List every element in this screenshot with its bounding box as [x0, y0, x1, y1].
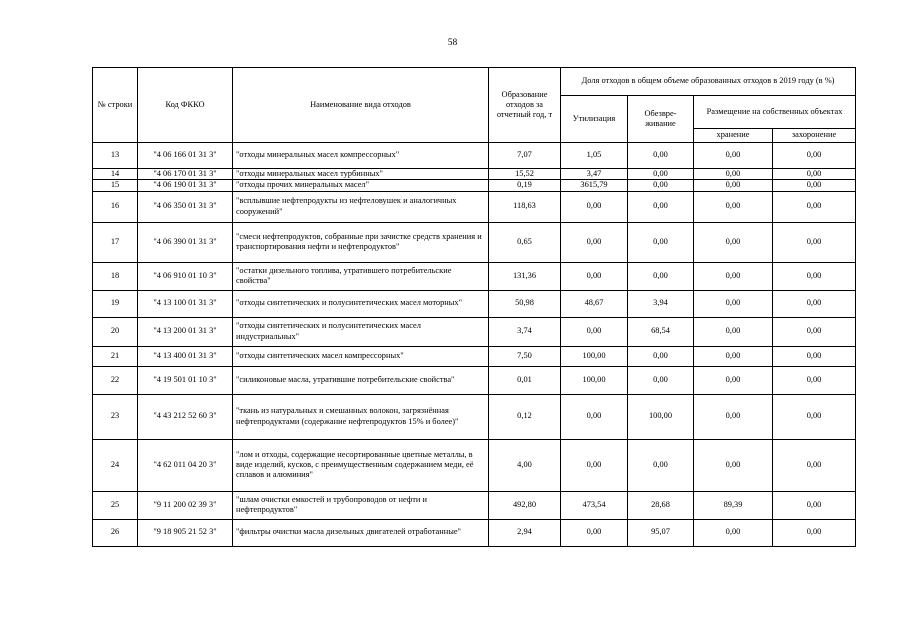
- fkko-code: "4 43 212 52 60 3": [138, 394, 233, 439]
- burial-value: 0,00: [773, 222, 856, 262]
- header-share-group: Доля отходов в общем объеме образованных отходов в 2019 году (в %): [561, 68, 856, 96]
- fkko-code: "4 06 190 01 31 3": [138, 180, 233, 191]
- utilization-value: 3,47: [561, 169, 628, 180]
- utilization-value: 100,00: [561, 346, 628, 366]
- storage-value: 0,00: [694, 366, 773, 394]
- table-row: [93, 143, 856, 169]
- row-number: 22: [93, 366, 138, 394]
- burial-value: 0,00: [773, 519, 856, 546]
- generation-value: 15,52: [489, 169, 561, 180]
- header-storage: хранение: [694, 129, 773, 143]
- generation-value: 0,12: [489, 394, 561, 439]
- utilization-value: 0,00: [561, 191, 628, 222]
- header-generation: Образование отходов за отчетный год, т: [489, 68, 561, 143]
- burial-value: 0,00: [773, 491, 856, 519]
- storage-value: 0,00: [694, 191, 773, 222]
- neutralization-value: 0,00: [628, 222, 694, 262]
- header-fkko-code: Код ФККО: [138, 68, 233, 143]
- utilization-value: 0,00: [561, 222, 628, 262]
- row-number: 15: [93, 180, 138, 191]
- waste-name: "отходы минеральных масел турбинных": [233, 169, 489, 180]
- fkko-code: "4 06 166 01 31 3": [138, 143, 233, 169]
- utilization-value: 0,00: [561, 394, 628, 439]
- utilization-value: 473,54: [561, 491, 628, 519]
- burial-value: 0,00: [773, 262, 856, 290]
- utilization-value: 0,00: [561, 439, 628, 491]
- row-number: 25: [93, 491, 138, 519]
- storage-value: 0,00: [694, 222, 773, 262]
- burial-value: 0,00: [773, 346, 856, 366]
- header-waste-name: Наименование вида отходов: [233, 68, 489, 143]
- waste-name: "шлам очистки емкостей и трубопроводов от нефти и нефтепродуктов": [233, 491, 489, 519]
- table-row: [93, 290, 856, 317]
- storage-value: 89,39: [694, 491, 773, 519]
- table-row: [93, 191, 856, 222]
- waste-name: "остатки дизельного топлива, утратившего потребительские свойства": [233, 262, 489, 290]
- neutralization-value: 95,07: [628, 519, 694, 546]
- row-number: 16: [93, 191, 138, 222]
- fkko-code: "4 06 390 01 31 3": [138, 222, 233, 262]
- utilization-value: 1,05: [561, 143, 628, 169]
- neutralization-value: 0,00: [628, 346, 694, 366]
- waste-name: "отходы синтетических и полусинтетических масел индустриальных": [233, 317, 489, 346]
- row-number: 14: [93, 169, 138, 180]
- burial-value: 0,00: [773, 439, 856, 491]
- generation-value: 7,07: [489, 143, 561, 169]
- storage-value: 0,00: [694, 290, 773, 317]
- generation-value: 4,00: [489, 439, 561, 491]
- row-number: 13: [93, 143, 138, 169]
- generation-value: 50,98: [489, 290, 561, 317]
- row-number: 18: [93, 262, 138, 290]
- neutralization-value: 28,68: [628, 491, 694, 519]
- fkko-code: "4 06 910 01 10 3": [138, 262, 233, 290]
- header-row-no: № строки: [93, 68, 138, 143]
- utilization-value: 0,00: [561, 262, 628, 290]
- fkko-code: "4 06 170 01 31 3": [138, 169, 233, 180]
- table-row: [93, 222, 856, 262]
- fkko-code: "9 18 905 21 52 3": [138, 519, 233, 546]
- utilization-value: 0,00: [561, 519, 628, 546]
- waste-name: "отходы синтетических масел компрессорных": [233, 346, 489, 366]
- utilization-value: 0,00: [561, 317, 628, 346]
- header-utilization: Утилизация: [561, 96, 628, 143]
- table-row: [93, 519, 856, 546]
- fkko-code: "4 13 400 01 31 3": [138, 346, 233, 366]
- fkko-code: "4 13 200 01 31 3": [138, 317, 233, 346]
- burial-value: 0,00: [773, 143, 856, 169]
- burial-value: 0,00: [773, 191, 856, 222]
- neutralization-value: 0,00: [628, 191, 694, 222]
- storage-value: 0,00: [694, 519, 773, 546]
- storage-value: 0,00: [694, 394, 773, 439]
- neutralization-value: 0,00: [628, 169, 694, 180]
- neutralization-value: 0,00: [628, 366, 694, 394]
- table-row: [93, 394, 856, 439]
- waste-name: "всплывшие нефтепродукты из нефтеловушек и аналогичных сооружений": [233, 191, 489, 222]
- table-row: [93, 366, 856, 394]
- burial-value: 0,00: [773, 180, 856, 191]
- row-number: 26: [93, 519, 138, 546]
- neutralization-value: 0,00: [628, 143, 694, 169]
- table-row: [93, 491, 856, 519]
- fkko-code: "4 62 011 04 20 3": [138, 439, 233, 491]
- waste-name: "фильтры очистки масла дизельных двигателей отработанные": [233, 519, 489, 546]
- waste-name: "отходы прочих минеральных масел": [233, 180, 489, 191]
- row-number: 23: [93, 394, 138, 439]
- neutralization-value: 0,00: [628, 262, 694, 290]
- burial-value: 0,00: [773, 366, 856, 394]
- generation-value: 0,01: [489, 366, 561, 394]
- generation-value: 492,80: [489, 491, 561, 519]
- fkko-code: "4 19 501 01 10 3": [138, 366, 233, 394]
- storage-value: 0,00: [694, 346, 773, 366]
- table-row: [93, 346, 856, 366]
- storage-value: 0,00: [694, 317, 773, 346]
- row-number: 17: [93, 222, 138, 262]
- generation-value: 3,74: [489, 317, 561, 346]
- waste-name: "силиконовые масла, утратившие потребительские свойства": [233, 366, 489, 394]
- generation-value: 118,63: [489, 191, 561, 222]
- burial-value: 0,00: [773, 169, 856, 180]
- storage-value: 0,00: [694, 180, 773, 191]
- waste-name: "отходы минеральных масел компрессорных": [233, 143, 489, 169]
- utilization-value: 3615,79: [561, 180, 628, 191]
- generation-value: 2,94: [489, 519, 561, 546]
- row-number: 19: [93, 290, 138, 317]
- generation-value: 131,36: [489, 262, 561, 290]
- table-row: [93, 180, 856, 191]
- fkko-code: "4 06 350 01 31 3": [138, 191, 233, 222]
- neutralization-value: 68,54: [628, 317, 694, 346]
- page-number: 58: [447, 38, 458, 48]
- neutralization-value: 0,00: [628, 180, 694, 191]
- neutralization-value: 100,00: [628, 394, 694, 439]
- row-number: 20: [93, 317, 138, 346]
- fkko-code: "9 11 200 02 39 3": [138, 491, 233, 519]
- neutralization-value: 0,00: [628, 439, 694, 491]
- header-burial: захоронение: [773, 129, 856, 143]
- utilization-value: 48,67: [561, 290, 628, 317]
- waste-name: "ткань из натуральных и смешанных волокон, загрязнённая нефтепродуктами (содержание нефтепродуктов 15% и более)": [233, 394, 489, 439]
- storage-value: 0,00: [694, 439, 773, 491]
- waste-name: "смеси нефтепродуктов, собранные при зачистке средств хранения и транспортирования нефти и нефтепродуктов": [233, 222, 489, 262]
- fkko-code: "4 13 100 01 31 3": [138, 290, 233, 317]
- generation-value: 0,65: [489, 222, 561, 262]
- header-placement-group: Размещение на собственных объектах: [694, 96, 856, 129]
- row-number: 21: [93, 346, 138, 366]
- waste-table: [92, 67, 856, 547]
- storage-value: 0,00: [694, 169, 773, 180]
- utilization-value: 100,00: [561, 366, 628, 394]
- table-row: [93, 262, 856, 290]
- generation-value: 7,50: [489, 346, 561, 366]
- storage-value: 0,00: [694, 262, 773, 290]
- table-row: [93, 169, 856, 180]
- waste-name: "лом и отходы, содержащие несортированные цветные металлы, в виде изделий, кусков, с преимущественным содержанием меди, её сплавов и алюминия": [233, 439, 489, 491]
- burial-value: 0,00: [773, 317, 856, 346]
- row-number: 24: [93, 439, 138, 491]
- generation-value: 0,19: [489, 180, 561, 191]
- table-row: [93, 317, 856, 346]
- waste-name: "отходы синтетических и полусинтетических масел моторных": [233, 290, 489, 317]
- burial-value: 0,00: [773, 394, 856, 439]
- burial-value: 0,00: [773, 290, 856, 317]
- neutralization-value: 3,94: [628, 290, 694, 317]
- table-row: [93, 439, 856, 491]
- storage-value: 0,00: [694, 143, 773, 169]
- header-neutralization: Обезвре-живание: [628, 96, 694, 143]
